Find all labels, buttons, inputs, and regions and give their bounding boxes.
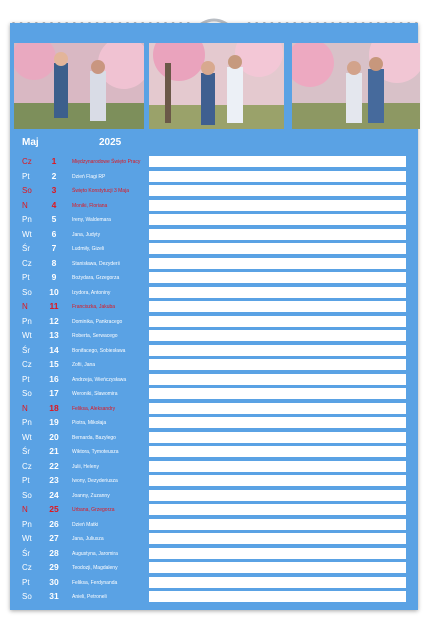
day-row — [10, 357, 418, 372]
name-day: Jana, Judyty — [72, 231, 101, 238]
day-number: 27 — [49, 533, 59, 543]
name-day: Izydora, Antoniny — [72, 289, 111, 296]
day-of-week: Wt — [22, 229, 32, 239]
note-line[interactable] — [149, 243, 406, 254]
name-day: Bernarda, Bazylego — [72, 434, 116, 441]
note-line[interactable] — [149, 374, 406, 385]
name-day: Feliksa, Aleksandry — [72, 405, 116, 412]
note-line[interactable] — [149, 272, 406, 283]
day-number: 15 — [49, 359, 59, 369]
day-number: 17 — [49, 388, 59, 398]
note-line[interactable] — [149, 316, 406, 327]
day-number: 25 — [49, 504, 59, 514]
day-number: 3 — [51, 185, 57, 195]
day-number: 16 — [49, 373, 59, 384]
day-of-week: Śr — [22, 548, 30, 558]
day-row — [10, 517, 418, 532]
day-of-week: Pt — [22, 577, 30, 587]
day-of-week: Pt — [22, 171, 30, 181]
note-line[interactable] — [149, 562, 406, 573]
name-day: Iwony, Dezyderiusza — [72, 478, 118, 484]
day-row — [10, 328, 418, 343]
name-day: Jana, Juliusza — [72, 536, 104, 542]
note-line[interactable] — [149, 577, 406, 588]
day-row — [10, 343, 418, 358]
day-number: 7 — [51, 243, 57, 253]
name-day: Święto Konstytucji 3 Maja — [72, 188, 129, 194]
day-row — [10, 285, 418, 300]
day-rows — [10, 154, 418, 604]
day-number: 31 — [49, 591, 59, 601]
day-of-week: So — [22, 592, 32, 601]
note-line[interactable] — [149, 403, 406, 414]
note-line[interactable] — [149, 504, 406, 515]
name-day: Weroniki, Sławomira — [72, 391, 118, 397]
day-row — [10, 415, 418, 430]
day-of-week: Pn — [22, 418, 32, 427]
day-of-week: N — [22, 505, 28, 514]
note-line[interactable] — [149, 461, 406, 472]
day-number: 5 — [51, 214, 57, 224]
day-of-week: Cz — [22, 157, 32, 166]
day-row — [10, 372, 418, 387]
day-row — [10, 546, 418, 561]
name-day: Stanisława, Dezyderii — [72, 260, 120, 267]
name-day: Międzynarodowe Święto Pracy — [72, 159, 141, 165]
day-number: 28 — [49, 547, 59, 558]
family-photo-right — [292, 43, 420, 129]
note-line[interactable] — [149, 446, 406, 457]
note-line[interactable] — [149, 417, 406, 428]
month-name: Maj — [22, 137, 39, 148]
name-day: Teodozji, Magdaleny — [72, 565, 118, 571]
day-of-week: Pt — [22, 476, 30, 485]
day-number: 13 — [49, 330, 59, 340]
name-day: Andrzeja, Wieńczysława — [72, 376, 127, 383]
day-of-week: Śr — [22, 345, 30, 355]
day-of-week: Śr — [22, 447, 30, 456]
name-day: Piotra, Mikołaja — [72, 420, 107, 426]
day-row — [10, 212, 418, 227]
day-number: 9 — [51, 272, 57, 282]
day-of-week: Pn — [22, 519, 32, 529]
day-number: 22 — [49, 460, 59, 471]
day-row — [10, 314, 418, 329]
day-of-week: Cz — [22, 360, 32, 369]
day-number: 18 — [49, 402, 59, 413]
day-number: 6 — [51, 228, 57, 239]
day-row — [10, 560, 418, 575]
day-of-week: N — [22, 302, 28, 311]
day-of-week: Wt — [22, 534, 32, 543]
name-day: Dzień Matki — [72, 521, 99, 528]
day-number: 12 — [49, 315, 59, 326]
name-day: Roberta, Serwacego — [72, 333, 118, 339]
day-row — [10, 459, 418, 474]
day-row — [10, 430, 418, 445]
day-row — [10, 444, 418, 459]
day-row — [10, 256, 418, 271]
note-line[interactable] — [149, 156, 406, 167]
day-number: 20 — [49, 431, 59, 442]
name-day: Ludmiły, Gizeli — [72, 246, 105, 252]
day-row — [10, 575, 418, 590]
name-day: Zofii, Jana — [72, 362, 96, 368]
day-number: 21 — [49, 446, 59, 456]
name-day: Urbana, Grzegorza — [72, 507, 115, 513]
day-row — [10, 386, 418, 401]
month-header — [10, 137, 145, 151]
day-number: 24 — [49, 489, 59, 500]
day-number: 8 — [51, 257, 57, 268]
day-row — [10, 198, 418, 213]
note-line[interactable] — [149, 519, 406, 530]
day-row — [10, 531, 418, 546]
day-of-week: N — [22, 403, 28, 413]
day-number: 29 — [49, 562, 59, 572]
note-line[interactable] — [149, 171, 406, 182]
note-line[interactable] — [149, 200, 406, 211]
day-of-week: Cz — [22, 461, 32, 471]
day-number: 1 — [51, 156, 57, 166]
day-row — [10, 488, 418, 503]
name-day: Moniki, Floriana — [72, 202, 108, 209]
day-number: 23 — [49, 475, 59, 485]
day-row — [10, 502, 418, 517]
name-day: Augustyna, Jaromira — [72, 550, 118, 557]
note-line[interactable] — [149, 432, 406, 443]
note-line[interactable] — [149, 475, 406, 486]
name-day: Ireny, Waldemara — [72, 217, 111, 223]
day-row — [10, 401, 418, 416]
family-photo-center — [149, 43, 284, 129]
name-day: Julii, Heleny — [72, 463, 99, 470]
name-day: Feliksa, Ferdynanda — [72, 579, 118, 586]
note-line[interactable] — [149, 591, 406, 602]
day-of-week: Śr — [22, 244, 30, 253]
note-line[interactable] — [149, 490, 406, 501]
day-of-week: Pn — [22, 215, 32, 224]
day-row — [10, 270, 418, 285]
day-number: 2 — [51, 170, 57, 181]
day-row — [10, 241, 418, 256]
note-line[interactable] — [149, 185, 406, 196]
day-of-week: Pt — [22, 374, 30, 384]
day-of-week: So — [22, 186, 32, 195]
day-number: 19 — [49, 417, 59, 427]
name-day: Wiktora, Tymoteusza — [72, 449, 119, 455]
name-day: Franciszka, Jakuba — [72, 304, 116, 310]
note-line[interactable] — [149, 388, 406, 399]
day-row — [10, 169, 418, 184]
day-of-week: Pn — [22, 316, 32, 326]
note-line[interactable] — [149, 345, 406, 356]
name-day: Dzień Flagi RP — [72, 173, 106, 180]
note-line[interactable] — [149, 214, 406, 225]
day-of-week: Wt — [22, 331, 32, 340]
note-line[interactable] — [149, 258, 406, 269]
name-day: Bonifacego, Sobiesława — [72, 347, 126, 354]
day-row — [10, 589, 418, 604]
day-of-week: So — [22, 389, 32, 398]
note-line[interactable] — [149, 287, 406, 298]
year: 2025 — [99, 137, 122, 148]
note-line[interactable] — [149, 533, 406, 544]
day-number: 30 — [49, 576, 59, 587]
note-line[interactable] — [149, 229, 406, 240]
day-row — [10, 299, 418, 314]
day-row — [10, 227, 418, 242]
note-line[interactable] — [149, 548, 406, 559]
day-of-week: Wt — [22, 432, 32, 442]
day-of-week: Cz — [22, 563, 32, 572]
day-of-week: Cz — [22, 258, 32, 268]
note-line[interactable] — [149, 301, 406, 312]
day-of-week: So — [22, 490, 32, 500]
name-day: Bożydara, Grzegorza — [72, 275, 120, 281]
name-day: Dominika, Pankracego — [72, 318, 123, 325]
calendar-sheet — [10, 23, 418, 610]
day-number: 26 — [49, 518, 59, 529]
day-number: 10 — [49, 286, 59, 297]
day-number: 11 — [49, 301, 59, 311]
family-photo-left — [14, 43, 144, 129]
day-of-week: So — [22, 287, 32, 297]
day-number: 14 — [49, 344, 59, 355]
note-line[interactable] — [149, 330, 406, 341]
name-day: Joanny, Zuzanny — [72, 492, 110, 499]
day-row — [10, 473, 418, 488]
day-of-week: N — [22, 200, 28, 210]
note-line[interactable] — [149, 359, 406, 370]
day-row — [10, 183, 418, 198]
name-day: Anieli, Petroneli — [72, 594, 107, 600]
day-row — [10, 154, 418, 169]
day-number: 4 — [51, 199, 57, 210]
day-of-week: Pt — [22, 273, 30, 282]
